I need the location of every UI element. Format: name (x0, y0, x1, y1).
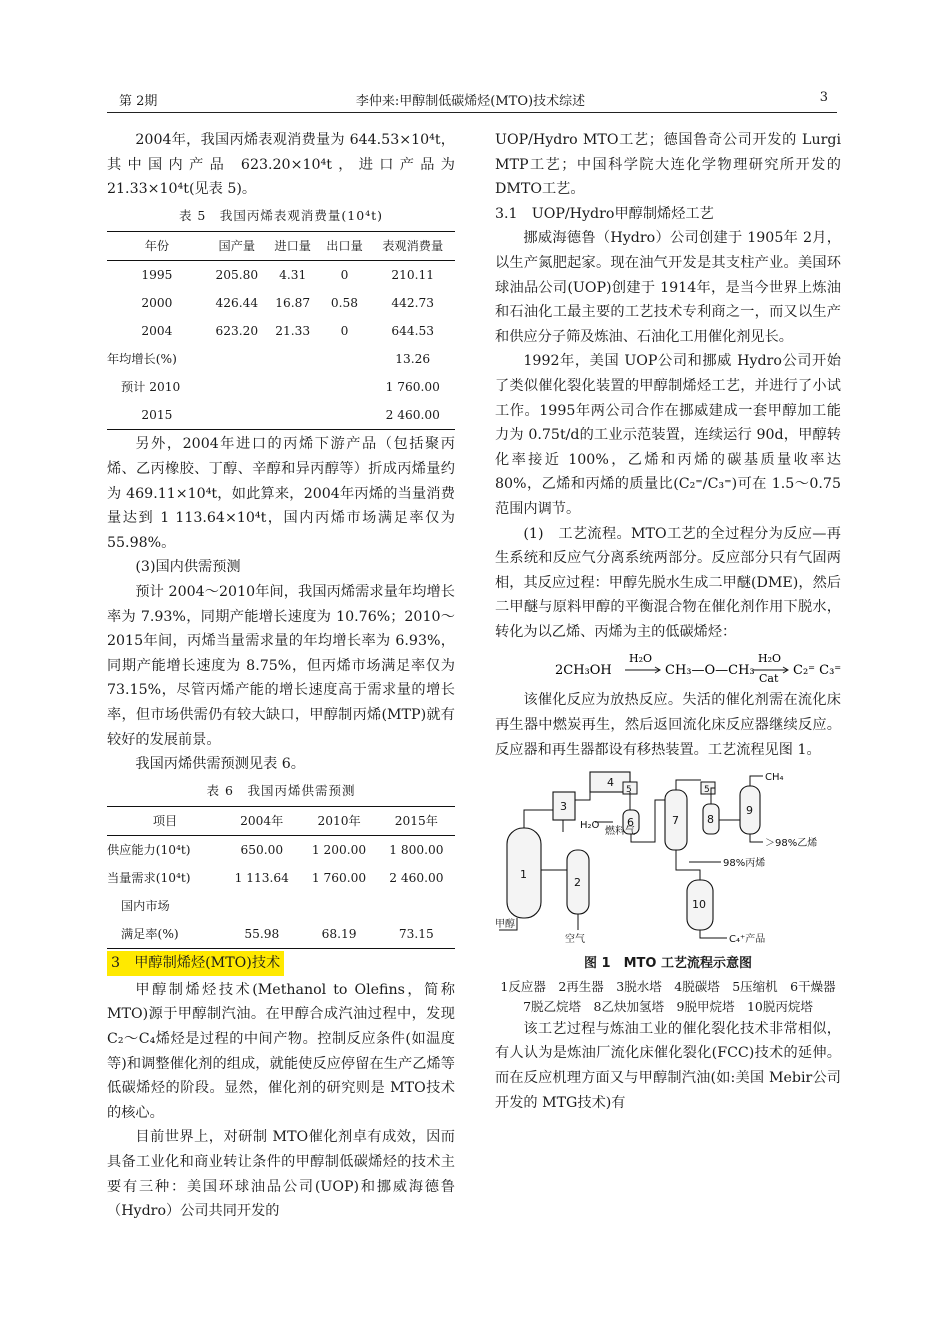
table-row (107, 317, 455, 345)
table-header: 表观消费量 (370, 232, 455, 261)
table-cell (300, 892, 377, 920)
table-cell: 年均增长(%) (107, 352, 177, 367)
table-row (107, 892, 455, 920)
table-cell (267, 345, 319, 373)
table-row (107, 401, 455, 430)
table6 (107, 806, 455, 949)
table-header: 年份 (107, 232, 207, 261)
table-cell: 0 (340, 268, 349, 283)
table-cell: 2004 (141, 324, 173, 339)
table-row (107, 373, 455, 401)
stream-label: 燃料气 (605, 826, 635, 838)
table-header: 出口量 (319, 232, 371, 261)
stream-label: CH₄ (765, 772, 784, 784)
table-cell: 当量需求(10⁴t) (107, 871, 191, 886)
eq-arrow1-label: H₂O (629, 652, 653, 666)
table-cell: 13.26 (395, 352, 431, 367)
right-column (495, 128, 841, 1115)
issue-number: 第 2期 (119, 94, 158, 109)
pipe (700, 930, 727, 938)
table-cell: 0.58 (330, 296, 359, 311)
table-cell (267, 401, 319, 430)
stream-label: 空气 (565, 934, 585, 946)
paragraph: 甲醇制烯烃技术(Methanol to Olefins，简称 MTO)源于甲醇制汽油。在甲醇合成汽油过程中，发现 C₂～C₄烯烃是过程的中间产物。控制反应条件(如温度等)和调整催化剂的组成，就能使反应停留在生产乙烯等低碳烯烃的阶段。显然，催化剂的研究则是 MTO技术的核心。 (107, 981, 455, 1121)
table-cell: 73.15 (378, 920, 455, 949)
paragraph: 该催化反应为放热反应。失活的催化剂需在流化床再生器中燃炭再生，然后返回流化床反应器继续反应。反应器和再生器都设有移热装置。工艺流程见图 1。 (495, 692, 841, 758)
stream-label: 98%丙烯 (723, 858, 766, 870)
table-cell (319, 345, 371, 373)
table-row (107, 836, 455, 865)
table-cell: 预计 2010 (121, 380, 181, 395)
unit-label: 9 (746, 804, 753, 818)
paragraph: 我国丙烯供需预测见表 6。 (135, 756, 305, 773)
unit-label: 1 (520, 868, 527, 882)
unit-label: 3 (560, 800, 567, 814)
running-title: 李仲来:甲醇制低碳烯烃(MTO)技术综述 (355, 94, 586, 109)
table-cell: 1 200.00 (311, 843, 367, 858)
unit-label: 8 (707, 813, 714, 827)
left-column (107, 128, 455, 1224)
table-row (107, 261, 455, 290)
paragraph: 预计 2004～2010年间，我国丙烯需求量年均增长率为 7.93%，同期产能增长速度为 10.76%；2010～2015年间，丙烯当量需求量的年均增长率为 6.93%，同期产能增长速度为 8.75%，但丙烯市场满足率仅为 73.15%，尽管丙烯产能的增长速度高于需求量的增长率，但市场供需仍有较大缺口，甲醇制丙烯(MTP)就有较好的发展前景。 (107, 583, 455, 748)
eq-arrow2-bottom: Cat (759, 672, 779, 685)
table-cell: 68.19 (300, 920, 377, 949)
table5-caption: 表 5 我国丙烯表观消费量(10⁴t) (178, 207, 384, 223)
pipe (575, 782, 590, 800)
table-cell: 16.87 (275, 296, 311, 311)
table-cell: 442.73 (391, 296, 435, 311)
process-flow-figure (495, 770, 841, 950)
pipe (524, 810, 553, 828)
table-cell: 644.53 (391, 324, 435, 339)
table-cell: 2 460.00 (389, 871, 444, 886)
table-cell: 2000 (141, 296, 173, 311)
table-cell: 供应能力(10⁴t) (107, 843, 191, 858)
table-cell (319, 373, 371, 401)
table-row (107, 345, 455, 373)
table6-caption: 表 6 我国丙烯供需预测 (206, 782, 356, 798)
flow-diagram (495, 770, 841, 950)
page-number: 3 (819, 90, 828, 105)
pipe (750, 834, 763, 842)
eq-lhs: 2CH₃OH (555, 663, 612, 679)
section-heading-wrap (107, 951, 455, 976)
unit-label: 10 (692, 898, 706, 912)
table-cell (378, 892, 455, 920)
table-row (107, 920, 455, 949)
paragraph: 目前世界上，对研制 MTO催化剂卓有成效，因而具备工业化和商业转让条件的甲醇制低碳烯烃的技术主要有三种：美国环球油品公司(UOP)和挪威海德鲁（Hydro）公司共同开发的 (107, 1129, 455, 1220)
eq-arrow2-top: H₂O (758, 652, 782, 666)
table-cell: 1995 (141, 268, 173, 283)
table-cell: 满足率(%) (107, 920, 223, 949)
table-cell: 1 760.00 (385, 380, 440, 395)
unit-label: 5 (626, 785, 632, 796)
eq-rhs: C₂⁼ C₃⁼ (793, 663, 842, 679)
unit-label: 6 (627, 816, 634, 830)
section-heading: 3 甲醇制烯烃(MTO)技术 (107, 951, 284, 976)
table-cell: 2015 (107, 401, 207, 430)
table-header: 项目 (107, 807, 223, 836)
table-header: 2010年 (300, 807, 377, 836)
table-row (107, 864, 455, 892)
paragraph: 1992年，美国 UOP公司和挪威 Hydro公司开始了类似催化裂化装置的甲醇制烯烃工艺，并进行了小试工作。1995年两公司合作在挪威建成一套甲醇加工能力为 0.75t/d的工业示范装置，连续运行 90d，甲醇转化率接近 100%，乙烯和丙烯的碳基质量收率达 80%，乙烯和丙烯的质量比(C₂⁼/C₃⁼)可在 1.5～0.75范围内调节。 (495, 353, 841, 517)
table-cell: 4.31 (279, 268, 307, 283)
table-cell: 1 760.00 (311, 871, 367, 886)
paragraph: 该工艺过程与炼油工业的催化裂化技术非常相似，有人认为是炼油厂流化床催化裂化(FCC)技术的延伸。而在反应机理方面又与甲醇制汽油(如:美国 Mebir公司开发的 MTG技术)有 (495, 1020, 841, 1111)
table-cell: 650.00 (240, 843, 284, 858)
reaction-equation (555, 650, 841, 684)
table-cell (207, 373, 267, 401)
table-header: 进口量 (267, 232, 319, 261)
stream-label: 甲醇 (495, 919, 515, 931)
table-cell: 205.80 (215, 268, 259, 283)
pipe (676, 780, 701, 790)
paragraph: (1) 工艺流程。MTO工艺的全过程分为反应—再生系统和反应气分离系统两部分。反应部分只有气固两相，其反应过程：甲醇先脱水生成二甲醚(DME)，然后二甲醚与原料甲醇的平衡混合物在催化剂作用下脱水，转化为以乙烯、丙烯为主的低碳烯烃： (495, 525, 841, 640)
table-cell: 国内市场 (121, 899, 170, 914)
table-cell: 55.98 (223, 920, 300, 949)
table-header: 2004年 (223, 807, 300, 836)
subsection-heading: 3.1 UOP/Hydro甲醇制烯烃工艺 (495, 205, 714, 222)
pipe (676, 850, 700, 880)
figure-caption: 图 1 MTO 工艺流程示意图 (584, 956, 752, 972)
table-cell: 1 113.64 (234, 871, 289, 886)
figure-legend: 1反应器 2再生器 3脱水塔 4脱碳塔 5压缩机 6干燥器 (500, 978, 836, 994)
eq-mid: CH₃—O—CH₃ (665, 663, 755, 679)
subheading: (3)国内供需预测 (135, 559, 241, 576)
paragraph: 另外，2004年进口的丙烯下游产品（包括聚丙烯、乙丙橡胶、丁醇、辛醇和异丙醇等）折成丙烯量约为 469.11×10⁴t，如此算来，2004年丙烯的当量消费量达到 1 113.64×10⁴t，国内丙烯市场满足率仅为 55.98%。 (107, 436, 455, 551)
table-header: 国产量 (207, 232, 267, 261)
table-cell: 210.11 (391, 268, 435, 283)
unit-label: 2 (574, 876, 581, 890)
table-cell: 21.33 (275, 324, 311, 339)
table-cell (223, 892, 300, 920)
table-cell: 623.20 (215, 324, 259, 339)
stream-label: H₂O (580, 820, 600, 832)
unit-label: 7 (672, 814, 679, 828)
header-rule (107, 112, 837, 113)
figure-legend: 7脱乙烷塔 8乙炔加氢塔 9脱甲烷塔 10脱丙烷塔 (523, 998, 813, 1014)
table-header: 2015年 (378, 807, 455, 836)
table5 (107, 231, 455, 430)
unit-label: 5 (704, 785, 710, 796)
paragraph: UOP/Hydro MTO工艺；德国鲁奇公司开发的 Lurgi MTP工艺；中国科学院大连化学物理研究所开发的 DMTO工艺。 (495, 132, 841, 198)
table-cell: 1 800.00 (389, 843, 444, 858)
unit-label: 4 (607, 776, 614, 790)
table-cell (207, 401, 267, 430)
table-cell (267, 373, 319, 401)
running-header (107, 86, 834, 110)
table-cell (319, 401, 371, 430)
equation-graphic (555, 650, 845, 684)
table-cell: 0 (340, 324, 349, 339)
paragraph: 挪威海德鲁（Hydro）公司创建于 1905年 2月，以生产氮肥起家。现在油气开发是其支柱产业。美国环球油品公司(UOP)创建于 1914年，是当今世界上炼油和石油化工最主要的工艺技术专利商之一，而又以生产和供应分子筛及炼油、石油化工用催化剂见长。 (495, 230, 841, 345)
table-cell (207, 345, 267, 373)
paragraph: 2004年，我国丙烯表观消费量为 644.53×10⁴t，其中国内产品 623.20×10⁴t，进口产品为 21.33×10⁴t(见表 5)。 (107, 132, 455, 198)
table-cell: 426.44 (215, 296, 259, 311)
pipe (750, 776, 763, 786)
table-row (107, 289, 455, 317)
table-cell: 2 460.00 (370, 401, 455, 430)
stream-label: C₄⁺产品 (729, 934, 766, 946)
stream-label: ＞98%乙烯 (765, 838, 818, 850)
